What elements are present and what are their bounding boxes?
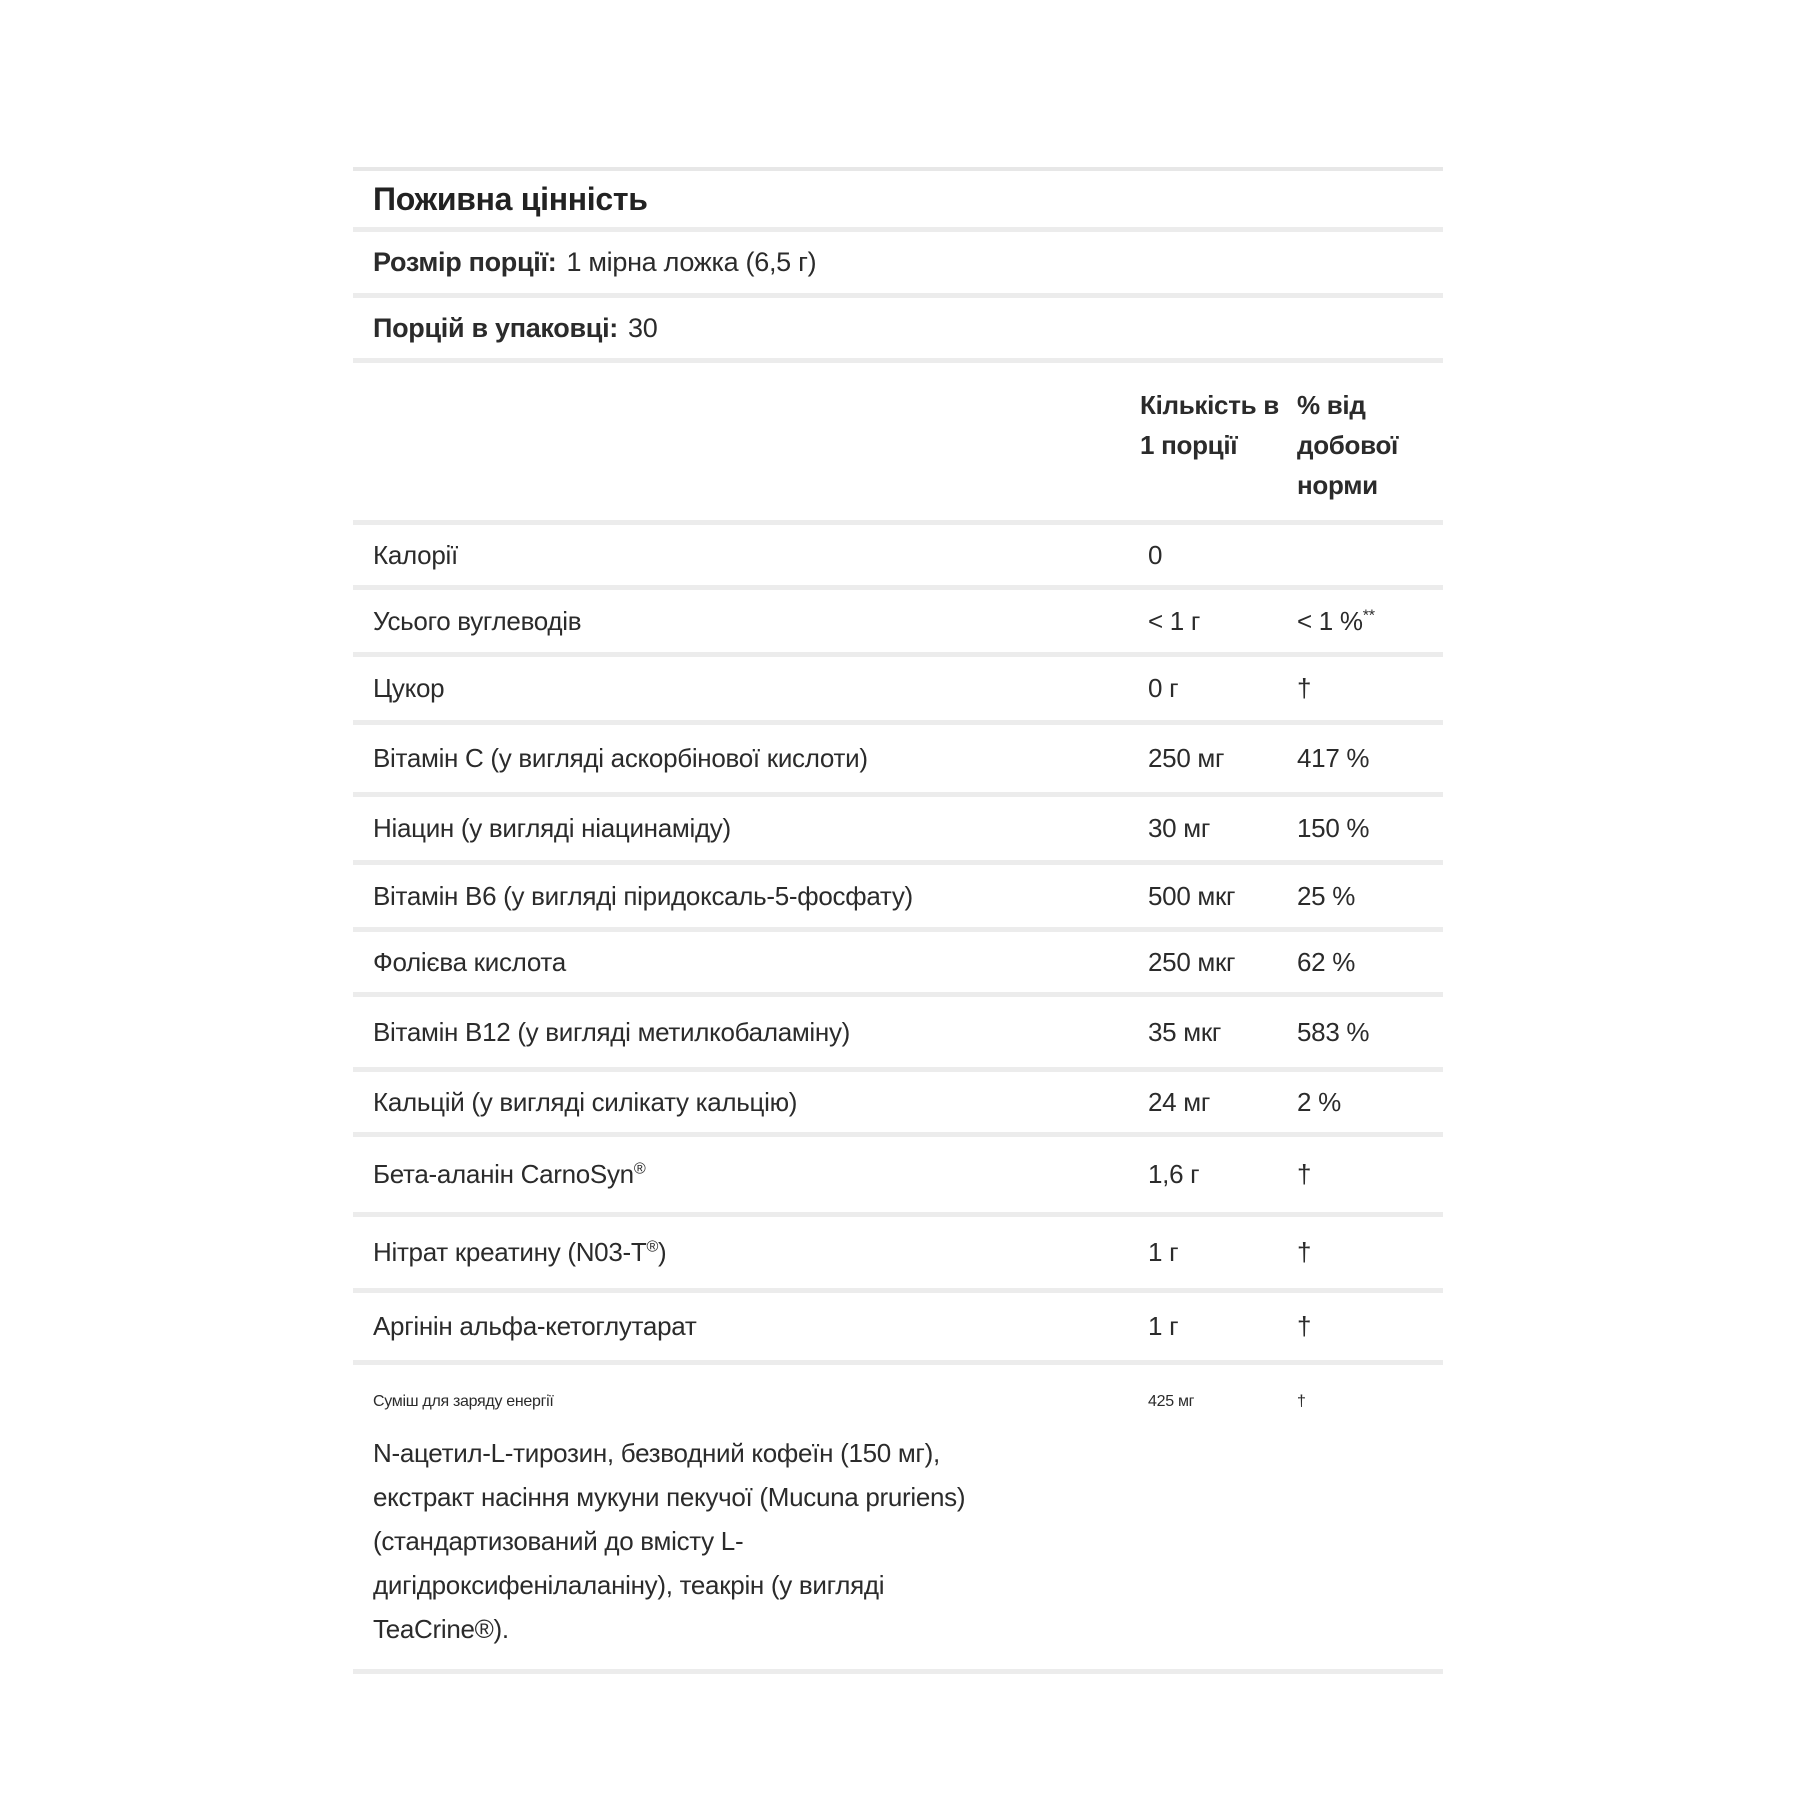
- nutrient-label: Суміш для заряду енергії: [373, 1393, 554, 1410]
- servings-label: Порцій в упаковці:: [373, 312, 618, 343]
- nutrient-dv: 25 %: [1297, 880, 1356, 911]
- row-sugar: [353, 652, 1443, 720]
- row-vitamin-b6: [353, 860, 1443, 927]
- table-title-row: [353, 167, 1443, 227]
- column-header-dv: % від добової норми: [1297, 390, 1399, 500]
- serving-size-value: 1 мірна ложка (6,5 г): [566, 247, 817, 277]
- description-line: дигідроксифенілаланіну), теакрін (у вигляді: [373, 1570, 885, 1600]
- nutrient-label: Цукор: [373, 673, 445, 703]
- registered-mark: ®: [646, 1237, 659, 1256]
- nutrient-amount: 35 мкг: [1148, 1016, 1222, 1047]
- nutrient-dv: < 1 %: [1297, 605, 1363, 636]
- nutrient-amount: 1 г: [1148, 1237, 1179, 1267]
- nutrient-dv: †: [1297, 1237, 1312, 1267]
- nutrient-dv: 62 %: [1297, 946, 1356, 977]
- nutrient-amount: 30 мг: [1148, 813, 1211, 843]
- nutrient-amount: 500 мкг: [1148, 880, 1236, 911]
- nutrient-amount: 250 мкг: [1148, 946, 1236, 977]
- nutrient-dv: †: [1297, 1393, 1306, 1410]
- nutrient-label: Калорії: [373, 539, 458, 570]
- nutrient-label: Вітамін B12 (у вигляді метилкобаламіну): [373, 1016, 851, 1047]
- column-header-amount: Кількість в 1 порції: [1140, 390, 1279, 460]
- nutrient-dv: 583 %: [1297, 1016, 1370, 1047]
- nutrient-label: Фолієва кислота: [373, 946, 566, 977]
- row-creatine-nitrate: Нітрат креатину (N03-T®) 1 г †: [353, 1212, 1443, 1288]
- nutrient-label: Вітамін B6 (у вигляді піридоксаль-5-фосфату): [373, 880, 913, 911]
- row-folic-acid: [353, 927, 1443, 992]
- nutrient-amount: 250 мг: [1148, 743, 1225, 773]
- registered-mark: ®: [633, 1159, 646, 1178]
- row-niacin: [353, 792, 1443, 860]
- description-line: екстракт насіння мукуни пекучої (Mucuna pruriens): [373, 1482, 966, 1512]
- serving-size-label: Розмір порції:: [373, 247, 557, 277]
- nutrient-amount: 24 мг: [1148, 1086, 1211, 1117]
- nutrient-label: Ніацин (у вигляді ніацинаміду): [373, 813, 731, 843]
- nutrient-label: Кальцій (у вигляді силікату кальцію): [373, 1086, 798, 1117]
- nutrient-label: Бета-аланін CarnoSyn: [373, 1159, 634, 1189]
- nutrient-label: Нітрат креатину (N03-T: [373, 1237, 647, 1267]
- page-title: Поживна цінність: [373, 180, 648, 217]
- servings-per-container-row: [353, 293, 1443, 358]
- nutrient-dv: †: [1297, 1311, 1312, 1341]
- nutrition-facts-table: [353, 167, 1443, 1674]
- nutrient-amount: 1 г: [1148, 1311, 1179, 1341]
- nutrient-amount: 0: [1148, 539, 1163, 570]
- description-line: TeaCrine®).: [373, 1614, 509, 1644]
- description-line: N-ацетил-L-тирозин, безводний кофеїн (150 мг),: [373, 1438, 940, 1468]
- nutrient-amount: < 1 г: [1148, 605, 1201, 636]
- row-beta-alanine: [353, 1132, 1443, 1212]
- row-vitamin-b12: [353, 992, 1443, 1067]
- row-calories: [353, 520, 1443, 585]
- row-total-carbs: Усього вуглеводів < 1 г < 1 %**: [353, 585, 1443, 652]
- nutrient-dv: 150 %: [1297, 813, 1370, 843]
- nutrient-amount: 1,6 г: [1148, 1159, 1200, 1189]
- nutrient-amount: 425 мг: [1148, 1393, 1195, 1410]
- row-arginine-akg: [353, 1288, 1443, 1360]
- nutrient-dv: 2 %: [1297, 1086, 1341, 1117]
- nutrient-dv: †: [1297, 673, 1312, 703]
- row-energy-blend: [353, 1360, 1443, 1674]
- nutrient-label: Вітамін C (у вигляді аскорбінової кислоти): [373, 743, 868, 773]
- nutrient-label: Усього вуглеводів: [373, 605, 582, 636]
- nutrient-amount: 0 г: [1148, 673, 1179, 703]
- column-header-row: [353, 358, 1443, 520]
- row-vitamin-c: [353, 720, 1443, 792]
- row-calcium: [353, 1067, 1443, 1132]
- nutrient-label: Аргінін альфа-кетоглутарат: [373, 1311, 697, 1341]
- nutrient-dv: 417 %: [1297, 743, 1370, 773]
- description-line: (стандартизований до вмісту L-: [373, 1526, 744, 1556]
- servings-value: 30: [627, 312, 658, 343]
- nutrient-dv: †: [1297, 1159, 1312, 1189]
- energy-blend-description: [353, 1425, 1443, 1651]
- serving-size-row: [353, 227, 1443, 293]
